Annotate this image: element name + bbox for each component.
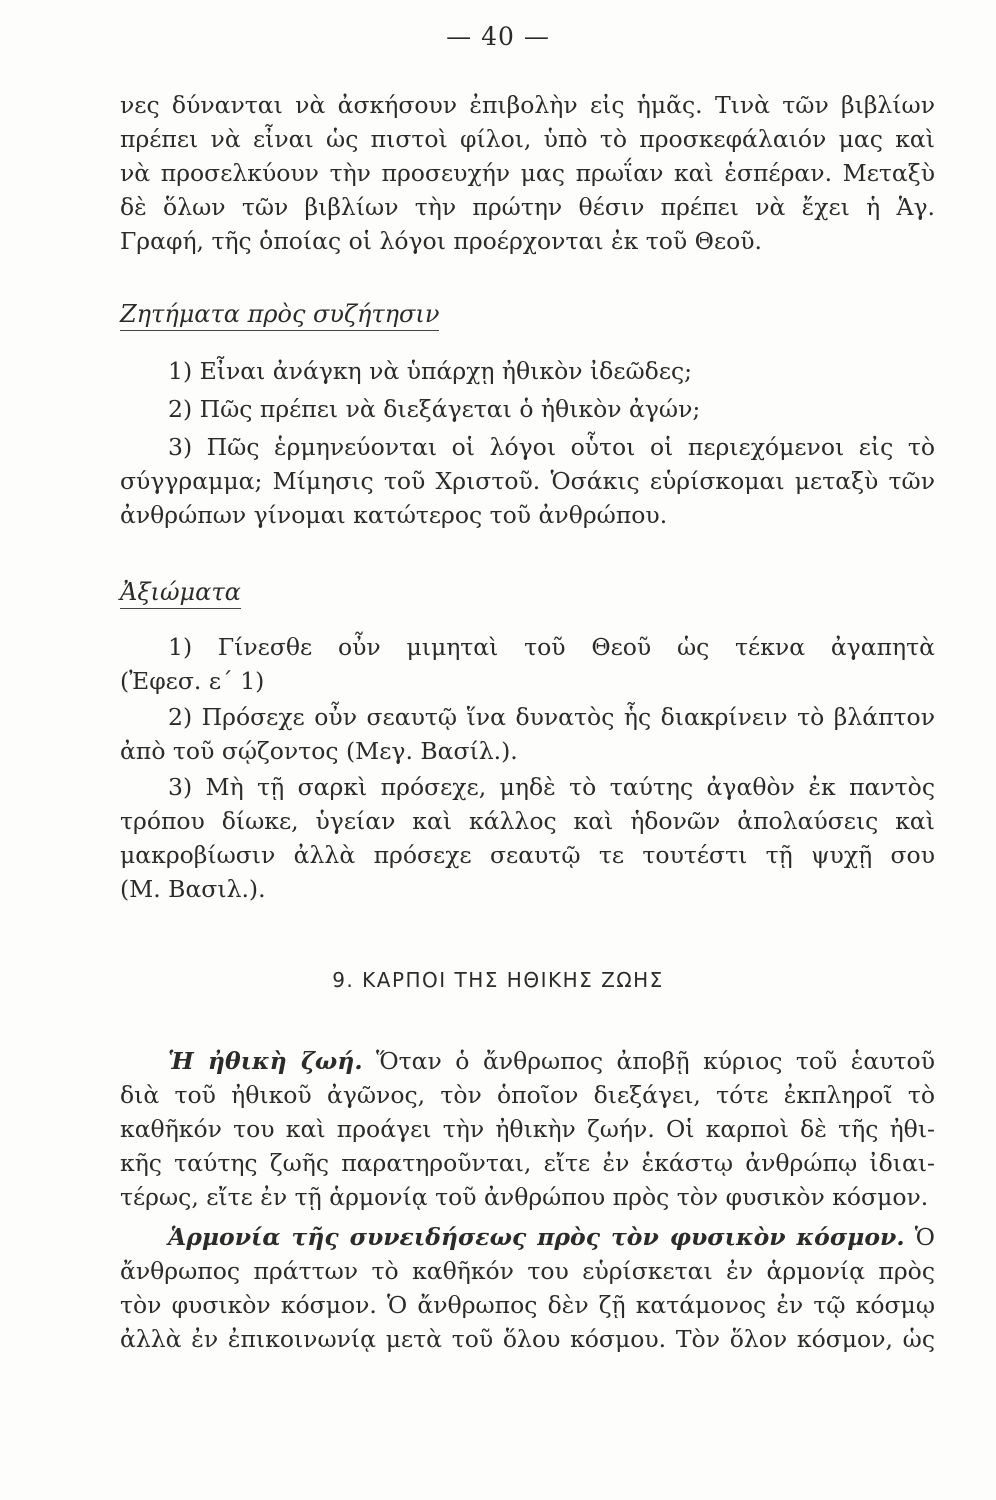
text-line [120,1044,935,1078]
text-line: τρόπου δίωκε, ὑγείαν καὶ κάλλος καὶ ἡδονῶν ἀπολαύσεις καὶ [120,807,935,835]
axiom-item: 3) Μὴ τῇ σαρκὶ πρόσεχε, μηδὲ τὸ ταύτης ἀγαθὸν ἐκ παντὸς [168,773,935,801]
paragraph-lead: Ἁρμονία τῆς συνειδήσεως πρὸς τὸν φυσικὸν κόσμον. [168,1223,905,1251]
text-line: καθῆκόν του καὶ προάγει τὴν ἠθικὴν ζωήν. Οἱ καρποὶ δὲ τῆς ἠθι- [120,1115,935,1143]
axioms-list [120,630,935,906]
text-line: ἄνθρωπος πράττων τὸ καθῆκόν του εὑρίσκεται ἐν ἁρμονίᾳ πρὸς [120,1257,935,1285]
text-line: ἀπὸ τοῦ σῴζοντος (Μεγ. Βασίλ.). [120,737,518,765]
axioms-heading: Ἀξιώματα [120,578,241,609]
text-line [120,1220,935,1254]
text-line: Γραφή, τῆς ὁποίας οἱ λόγοι προέρχονται ἐκ τοῦ Θεοῦ. [120,227,763,255]
text-line: τὸν φυσικὸν κόσμον. Ὁ ἄνθρωπος δὲν ζῇ κατάμονος ἐν τῷ κόσμῳ [120,1291,935,1319]
text-line: τέρως, εἴτε ἐν τῇ ἁρμονίᾳ τοῦ ἀνθρώπου πρὸς τὸν φυσικὸν κόσμον. [120,1183,929,1211]
text-line: (Μ. Βασιλ.). [120,875,266,903]
axiom-item: 2) Πρόσεχε οὖν σεαυτῷ ἵνα δυνατὸς ἧς διακρίνειν τὸ βλάπτον [168,703,935,731]
text-line: ἀλλὰ ἐν ἐπικοινωνίᾳ μετὰ τοῦ ὅλου κόσμου. Τὸν ὅλον κόσμον, ὡς [120,1325,935,1353]
text-line: νες δύνανται νὰ ἀσκήσουν ἐπιβολὴν εἰς ἡμᾶς. Τινὰ τῶν βιβλίων [120,91,935,119]
text-line: νὰ προσελκύουν τὴν προσευχήν μας πρωΐαν καὶ ἑσπέραν. Μεταξὺ [120,159,935,187]
text-line: (Ἐφεσ. ε΄ 1) [120,667,265,695]
text-line: μακροβίωσιν ἀλλὰ πρόσεχε σεαυτῷ τε τουτέστι τῇ ψυχῇ σου [120,841,935,869]
text-span: Ὁ [914,1223,935,1251]
section-title: 9. ΚΑΡΠΟΙ ΤΗΣ ΗΘΙΚΗΣ ΖΩΗΣ [332,968,664,992]
text-line: κῆς ταύτης ζωῆς παρατηροῦνται, εἴτε ἐν ἑκάστῳ ἀνθρώπῳ ἰδιαι- [120,1149,935,1177]
section-paragraph-1 [120,1044,935,1214]
text-line: διὰ τοῦ ἠθικοῦ ἀγῶνος, τὸν ὁποῖον διεξάγει, τότε ἐκπληροῖ τὸ [120,1081,935,1109]
section-paragraph-2 [120,1220,935,1356]
paragraph-lead: Ἡ ἠθικὴ ζωή. [168,1047,363,1075]
question-item: 3) Πῶς ἑρμηνεύονται οἱ λόγοι οὗτοι οἱ περιεχόμενοι εἰς τὸ [168,433,935,461]
text-line: σύγγραμμα; Μίμησις τοῦ Χριστοῦ. Ὁσάκις εὑρίσκομαι μεταξὺ τῶν [120,467,935,495]
text-line: πρέπει νὰ εἶναι ὡς πιστοὶ φίλοι, ὑπὸ τὸ προσκεφάλαιόν μας καὶ [120,125,935,153]
question-item: 2) Πῶς πρέπει νὰ διεξάγεται ὁ ἠθικὸν ἀγών; [168,395,701,423]
page-number: — 40 — [446,22,550,51]
questions-heading: Ζητήματα πρὸς συζήτησιν [120,300,439,331]
question-item: 1) Εἶναι ἀνάγκη νὰ ὑπάρχῃ ἠθικὸν ἰδεῶδες; [168,357,693,385]
opening-paragraph [120,88,935,258]
questions-list [120,354,935,532]
text-span: Ὅταν ὁ ἄνθρωπος ἀποβῇ κύριος τοῦ ἑαυτοῦ [376,1047,935,1075]
axiom-item: 1) Γίνεσθε οὖν μιμηταὶ τοῦ Θεοῦ ὡς τέκνα ἀγαπητὰ [168,633,935,661]
text-line: δὲ ὅλων τῶν βιβλίων τὴν πρώτην θέσιν πρέπει νὰ ἔχει ἡ Ἁγ. [120,193,935,221]
text-line: ἀνθρώπων γίνομαι κατώτερος τοῦ ἀνθρώπου. [120,501,668,529]
